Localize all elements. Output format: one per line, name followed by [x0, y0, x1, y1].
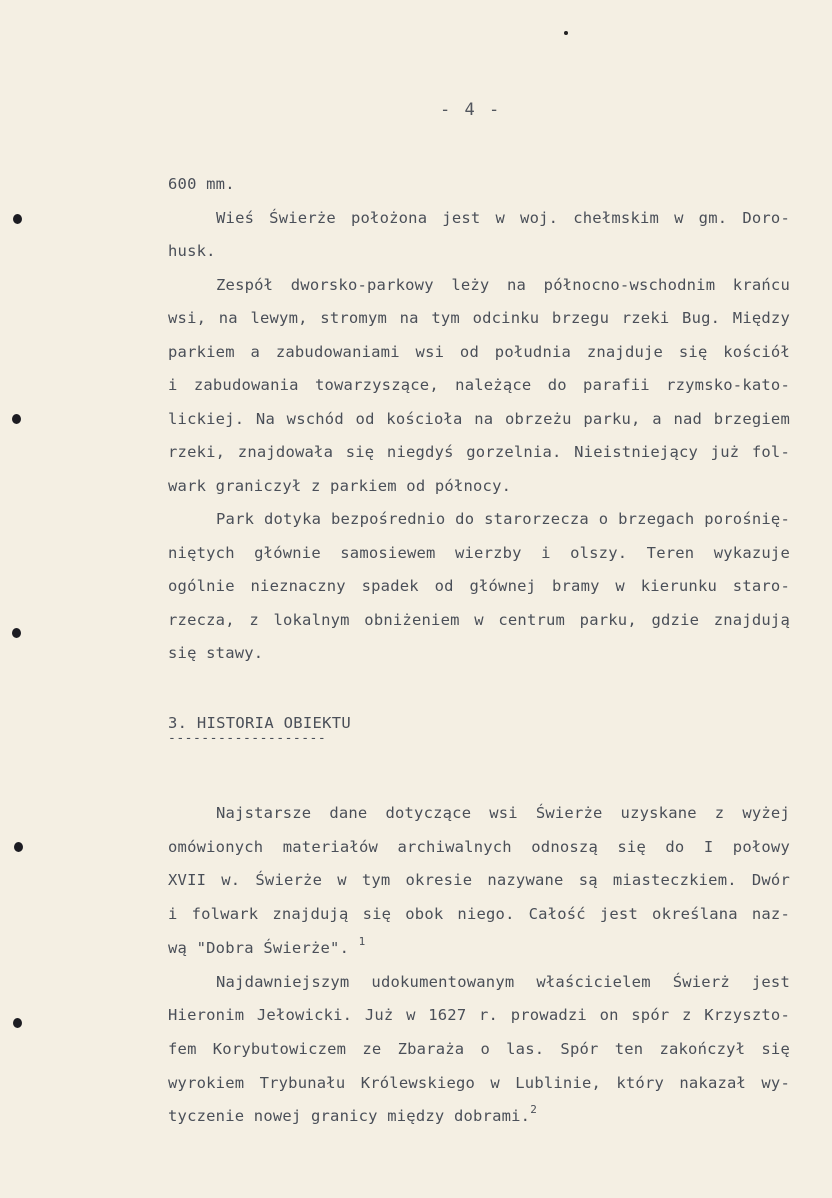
text-line-content: wą "Dobra Świerże".	[168, 938, 350, 957]
text-line: omówionych materiałów archiwalnych odnoszą się do I połowy	[168, 837, 790, 856]
punch-hole-mark	[14, 842, 23, 852]
text-line: i zabudowania towarzyszące, należące do parafii rzymsko-kato-	[168, 376, 790, 394]
text-line: Najdawniejszym udokumentowanym właścicielem Świerż jest	[216, 972, 790, 991]
text-line: fem Korybutowiczem ze Zbaraża o las. Spór ten zakończył się	[168, 1039, 790, 1058]
text-line-content: tyczenie nowej granicy między dobrami.	[168, 1107, 531, 1126]
text-line: wyrokiem Trybunału Królewskiego w Lublinie, który nakazał wy-	[168, 1073, 790, 1092]
footnote-marker: 1	[358, 934, 366, 948]
text-line: ogólnie nieznaczny spadek od głównej bramy w kierunku staro-	[168, 577, 790, 595]
text-line: Wieś Świerże położona jest w woj. chełmskim w gm. Doro-	[216, 208, 790, 227]
text-line: się stawy.	[168, 644, 264, 662]
text-line: Zespół dworsko-parkowy leży na północno-wschodnim krańcu	[216, 275, 790, 294]
text-line: niętych głównie samosiewem wierzby i olszy. Teren wykazuje	[168, 543, 790, 562]
text-line: parkiem a zabudowaniami wsi od południa znajduje się kościół	[168, 342, 790, 361]
section-heading	[168, 714, 351, 746]
text-line: Park dotyka bezpośrednio do starorzecza o brzegach porośnię-	[216, 510, 790, 528]
text-line: Najstarsze dane dotyczące wsi Świerże uzyskane z wyżej	[216, 804, 790, 822]
text-line: 600 mm.	[168, 175, 235, 193]
text-line: XVII w. Świerże w tym okresie nazywane są miasteczkiem. Dwór	[168, 871, 790, 890]
punch-hole-mark	[13, 214, 22, 224]
body-text-section-1	[168, 168, 790, 671]
page-number: - 4 -	[440, 100, 502, 120]
text-line: wark graniczył z parkiem od północy.	[168, 476, 512, 495]
text-line: wsi, na lewym, stromym na tym odcinku brzegu rzeki Bug. Między	[168, 309, 790, 327]
text-line: Hieronim Jełowicki. Już w 1627 r. prowadzi on spór z Krzyszto-	[168, 1006, 790, 1025]
text-line: i folwark znajdują się obok niego. Całość jest określana naz-	[168, 905, 790, 924]
text-line: husk.	[168, 242, 216, 260]
punch-hole-mark	[12, 414, 21, 424]
footnote-marker: 2	[530, 1103, 538, 1117]
punch-hole-mark	[13, 1018, 22, 1028]
body-text-section-2	[168, 797, 790, 1134]
speck-mark	[564, 31, 568, 35]
punch-hole-mark	[12, 628, 21, 638]
text-line	[168, 932, 790, 966]
section-heading-title: 3. HISTORIA OBIEKTU	[168, 714, 352, 732]
text-line: rzecza, z lokalnym obniżeniem w centrum parku, gdzie znajdują	[168, 610, 790, 629]
text-line: lickiej. Na wschód od kościoła na obrzeżu parku, a nad brzegiem	[168, 409, 790, 428]
section-heading-underline: -------------------	[168, 731, 327, 746]
text-line: rzeki, znajdowała się niegdyś gorzelnia. Nieistniejący już fol-	[168, 443, 790, 461]
text-line	[168, 1100, 790, 1134]
